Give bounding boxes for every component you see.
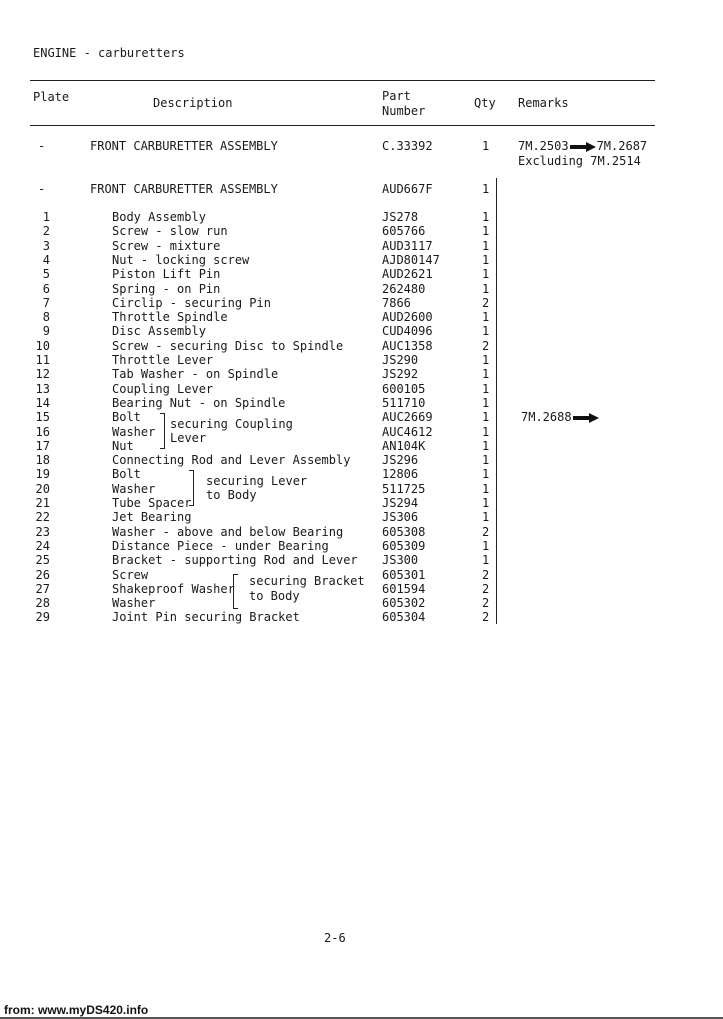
row-description: Bracket - supporting Rod and Lever bbox=[112, 553, 358, 567]
row-qty: 2 bbox=[482, 525, 490, 539]
remark-from: 7M.2503 bbox=[518, 139, 569, 153]
row-plate: 8 bbox=[42, 310, 50, 324]
row-description: Washer bbox=[112, 482, 156, 496]
row-description: Bolt bbox=[112, 410, 141, 424]
row-plate: 27 bbox=[35, 582, 50, 596]
row-part-number: 511710 bbox=[382, 396, 426, 410]
row-description: Screw - securing Disc to Spindle bbox=[112, 339, 344, 353]
row-description: Throttle Spindle bbox=[112, 310, 228, 324]
assembly-part-number: AUD667F bbox=[382, 182, 433, 196]
col-part-header-line2: Number bbox=[382, 104, 426, 118]
row-description: Tab Washer - on Spindle bbox=[112, 367, 279, 381]
row-plate: 22 bbox=[35, 510, 50, 524]
remark-to: 7M.2687 bbox=[596, 139, 648, 153]
col-description-header: Description bbox=[153, 96, 233, 110]
row-qty: 1 bbox=[482, 539, 490, 553]
row-part-number: 262480 bbox=[382, 282, 426, 296]
row-plate: 12 bbox=[35, 367, 50, 381]
assembly-qty: 1 bbox=[482, 139, 490, 153]
row-plate: 1 bbox=[42, 210, 50, 224]
row-description: Washer bbox=[112, 596, 156, 610]
assembly-remark-line2: Excluding 7M.2514 bbox=[518, 154, 641, 168]
row-qty: 1 bbox=[482, 282, 490, 296]
row-description: Nut - locking screw bbox=[112, 253, 250, 267]
row-qty: 1 bbox=[482, 496, 490, 510]
row-qty: 2 bbox=[482, 582, 490, 596]
col-remarks-header: Remarks bbox=[518, 96, 569, 110]
row-part-number: 7866 bbox=[382, 296, 411, 310]
page-number: 2-6 bbox=[324, 931, 346, 945]
row-plate: 5 bbox=[42, 267, 50, 281]
row-description: Piston Lift Pin bbox=[112, 267, 221, 281]
row-part-number: 605304 bbox=[382, 610, 426, 624]
row-qty: 1 bbox=[482, 239, 490, 253]
row-description: Distance Piece - under Bearing bbox=[112, 539, 329, 553]
row-part-number: JS296 bbox=[382, 453, 419, 467]
row-description: Bolt bbox=[112, 467, 141, 481]
row-part-number: AUC4612 bbox=[382, 425, 433, 439]
row-plate: 2 bbox=[42, 224, 50, 238]
remark-from: 7M.2688 bbox=[521, 410, 572, 424]
group-label-lever-2: to Body bbox=[206, 488, 257, 502]
group-label-coupling-2: Lever bbox=[170, 431, 207, 445]
row-description: Connecting Rod and Lever Assembly bbox=[112, 453, 351, 467]
assembly-plate: - bbox=[38, 139, 46, 153]
group-label-coupling: securing Coupling bbox=[170, 417, 293, 431]
row-part-number: JS290 bbox=[382, 353, 419, 367]
row-part-number: AUD3117 bbox=[382, 239, 433, 253]
row-part-number: JS306 bbox=[382, 510, 419, 524]
row-qty: 2 bbox=[482, 568, 490, 582]
row-qty: 2 bbox=[482, 339, 490, 353]
row-qty: 1 bbox=[482, 467, 490, 481]
item-remark bbox=[521, 410, 600, 424]
row-part-number: AN104K bbox=[382, 439, 426, 453]
group-label-bracket: securing Bracket bbox=[249, 574, 365, 588]
row-part-number: AUC2669 bbox=[382, 410, 433, 424]
row-qty: 1 bbox=[482, 453, 490, 467]
row-plate: 25 bbox=[35, 553, 50, 567]
arrow-right-icon bbox=[573, 414, 599, 422]
group-bracket bbox=[189, 470, 194, 506]
row-description: Body Assembly bbox=[112, 210, 206, 224]
row-part-number: JS294 bbox=[382, 496, 419, 510]
row-part-number: 600105 bbox=[382, 382, 426, 396]
row-plate: 4 bbox=[42, 253, 50, 267]
row-part-number: 605301 bbox=[382, 568, 426, 582]
group-label-lever: securing Lever bbox=[206, 474, 308, 488]
row-part-number: 605302 bbox=[382, 596, 426, 610]
row-qty: 2 bbox=[482, 296, 490, 310]
row-plate: 18 bbox=[35, 453, 50, 467]
row-qty: 2 bbox=[482, 596, 490, 610]
row-qty: 1 bbox=[482, 367, 490, 381]
row-plate: 28 bbox=[35, 596, 50, 610]
row-part-number: JS292 bbox=[382, 367, 419, 381]
row-plate: 11 bbox=[35, 353, 50, 367]
row-plate: 7 bbox=[42, 296, 50, 310]
row-qty: 1 bbox=[482, 482, 490, 496]
row-plate: 21 bbox=[35, 496, 50, 510]
row-part-number: AUD2600 bbox=[382, 310, 433, 324]
row-plate: 6 bbox=[42, 282, 50, 296]
row-description: Circlip - securing Pin bbox=[112, 296, 271, 310]
header-bottom-rule bbox=[30, 125, 655, 126]
row-description: Shakeproof Washer bbox=[112, 582, 235, 596]
qty-column-bar bbox=[496, 178, 497, 624]
row-part-number: 601594 bbox=[382, 582, 426, 596]
group-bracket bbox=[160, 413, 165, 449]
row-description: Coupling Lever bbox=[112, 382, 214, 396]
row-plate: 26 bbox=[35, 568, 50, 582]
row-description: Washer bbox=[112, 425, 156, 439]
row-plate: 3 bbox=[42, 239, 50, 253]
row-qty: 1 bbox=[482, 253, 490, 267]
row-qty: 1 bbox=[482, 439, 490, 453]
assembly-plate: - bbox=[38, 182, 46, 196]
col-part-header-line1: Part bbox=[382, 89, 411, 103]
row-part-number: 605309 bbox=[382, 539, 426, 553]
row-qty: 1 bbox=[482, 210, 490, 224]
row-plate: 23 bbox=[35, 525, 50, 539]
row-qty: 1 bbox=[482, 425, 490, 439]
col-plate-header: Plate bbox=[33, 90, 70, 104]
row-plate: 29 bbox=[35, 610, 50, 624]
row-plate: 9 bbox=[42, 324, 50, 338]
assembly-description: FRONT CARBURETTER ASSEMBLY bbox=[90, 182, 278, 196]
assembly-description: FRONT CARBURETTER ASSEMBLY bbox=[90, 139, 278, 153]
row-qty: 1 bbox=[482, 553, 490, 567]
row-qty: 1 bbox=[482, 510, 490, 524]
row-qty: 1 bbox=[482, 410, 490, 424]
row-qty: 1 bbox=[482, 396, 490, 410]
page-title: ENGINE - carburetters bbox=[33, 46, 185, 60]
row-plate: 15 bbox=[35, 410, 50, 424]
assembly-remark bbox=[518, 139, 647, 153]
row-qty: 1 bbox=[482, 267, 490, 281]
row-qty: 1 bbox=[482, 324, 490, 338]
row-plate: 24 bbox=[35, 539, 50, 553]
row-part-number: AUC1358 bbox=[382, 339, 433, 353]
row-plate: 20 bbox=[35, 482, 50, 496]
row-description: Bearing Nut - on Spindle bbox=[112, 396, 286, 410]
row-qty: 2 bbox=[482, 610, 490, 624]
row-qty: 1 bbox=[482, 310, 490, 324]
row-part-number: 12806 bbox=[382, 467, 419, 481]
row-part-number: JS300 bbox=[382, 553, 419, 567]
row-plate: 17 bbox=[35, 439, 50, 453]
row-description: Jet Bearing bbox=[112, 510, 192, 524]
row-description: Nut bbox=[112, 439, 134, 453]
source-footer: from: www.myDS420.info bbox=[4, 1003, 149, 1017]
header-top-rule bbox=[30, 80, 655, 81]
col-qty-header: Qty bbox=[474, 96, 496, 110]
row-plate: 19 bbox=[35, 467, 50, 481]
row-description: Washer - above and below Bearing bbox=[112, 525, 344, 539]
row-plate: 14 bbox=[35, 396, 50, 410]
row-description: Joint Pin securing Bracket bbox=[112, 610, 300, 624]
group-bracket bbox=[233, 574, 238, 609]
row-part-number: 511725 bbox=[382, 482, 426, 496]
row-description: Tube Spacer bbox=[112, 496, 192, 510]
row-plate: 13 bbox=[35, 382, 50, 396]
row-description: Screw - slow run bbox=[112, 224, 228, 238]
row-description: Disc Assembly bbox=[112, 324, 206, 338]
row-description: Spring - on Pin bbox=[112, 282, 221, 296]
row-part-number: 605308 bbox=[382, 525, 426, 539]
assembly-part-number: C.33392 bbox=[382, 139, 433, 153]
row-qty: 1 bbox=[482, 382, 490, 396]
row-qty: 1 bbox=[482, 224, 490, 238]
row-part-number: JS278 bbox=[382, 210, 419, 224]
arrow-right-icon bbox=[570, 143, 596, 151]
row-part-number: AJD80147 bbox=[382, 253, 440, 267]
group-label-bracket-2: to Body bbox=[249, 589, 300, 603]
row-plate: 10 bbox=[35, 339, 50, 353]
row-description: Screw bbox=[112, 568, 149, 582]
row-description: Throttle Lever bbox=[112, 353, 214, 367]
row-qty: 1 bbox=[482, 353, 490, 367]
row-plate: 16 bbox=[35, 425, 50, 439]
row-part-number: AUD2621 bbox=[382, 267, 433, 281]
row-description: Screw - mixture bbox=[112, 239, 221, 253]
row-part-number: CUD4096 bbox=[382, 324, 433, 338]
row-part-number: 605766 bbox=[382, 224, 426, 238]
assembly-qty: 1 bbox=[482, 182, 490, 196]
